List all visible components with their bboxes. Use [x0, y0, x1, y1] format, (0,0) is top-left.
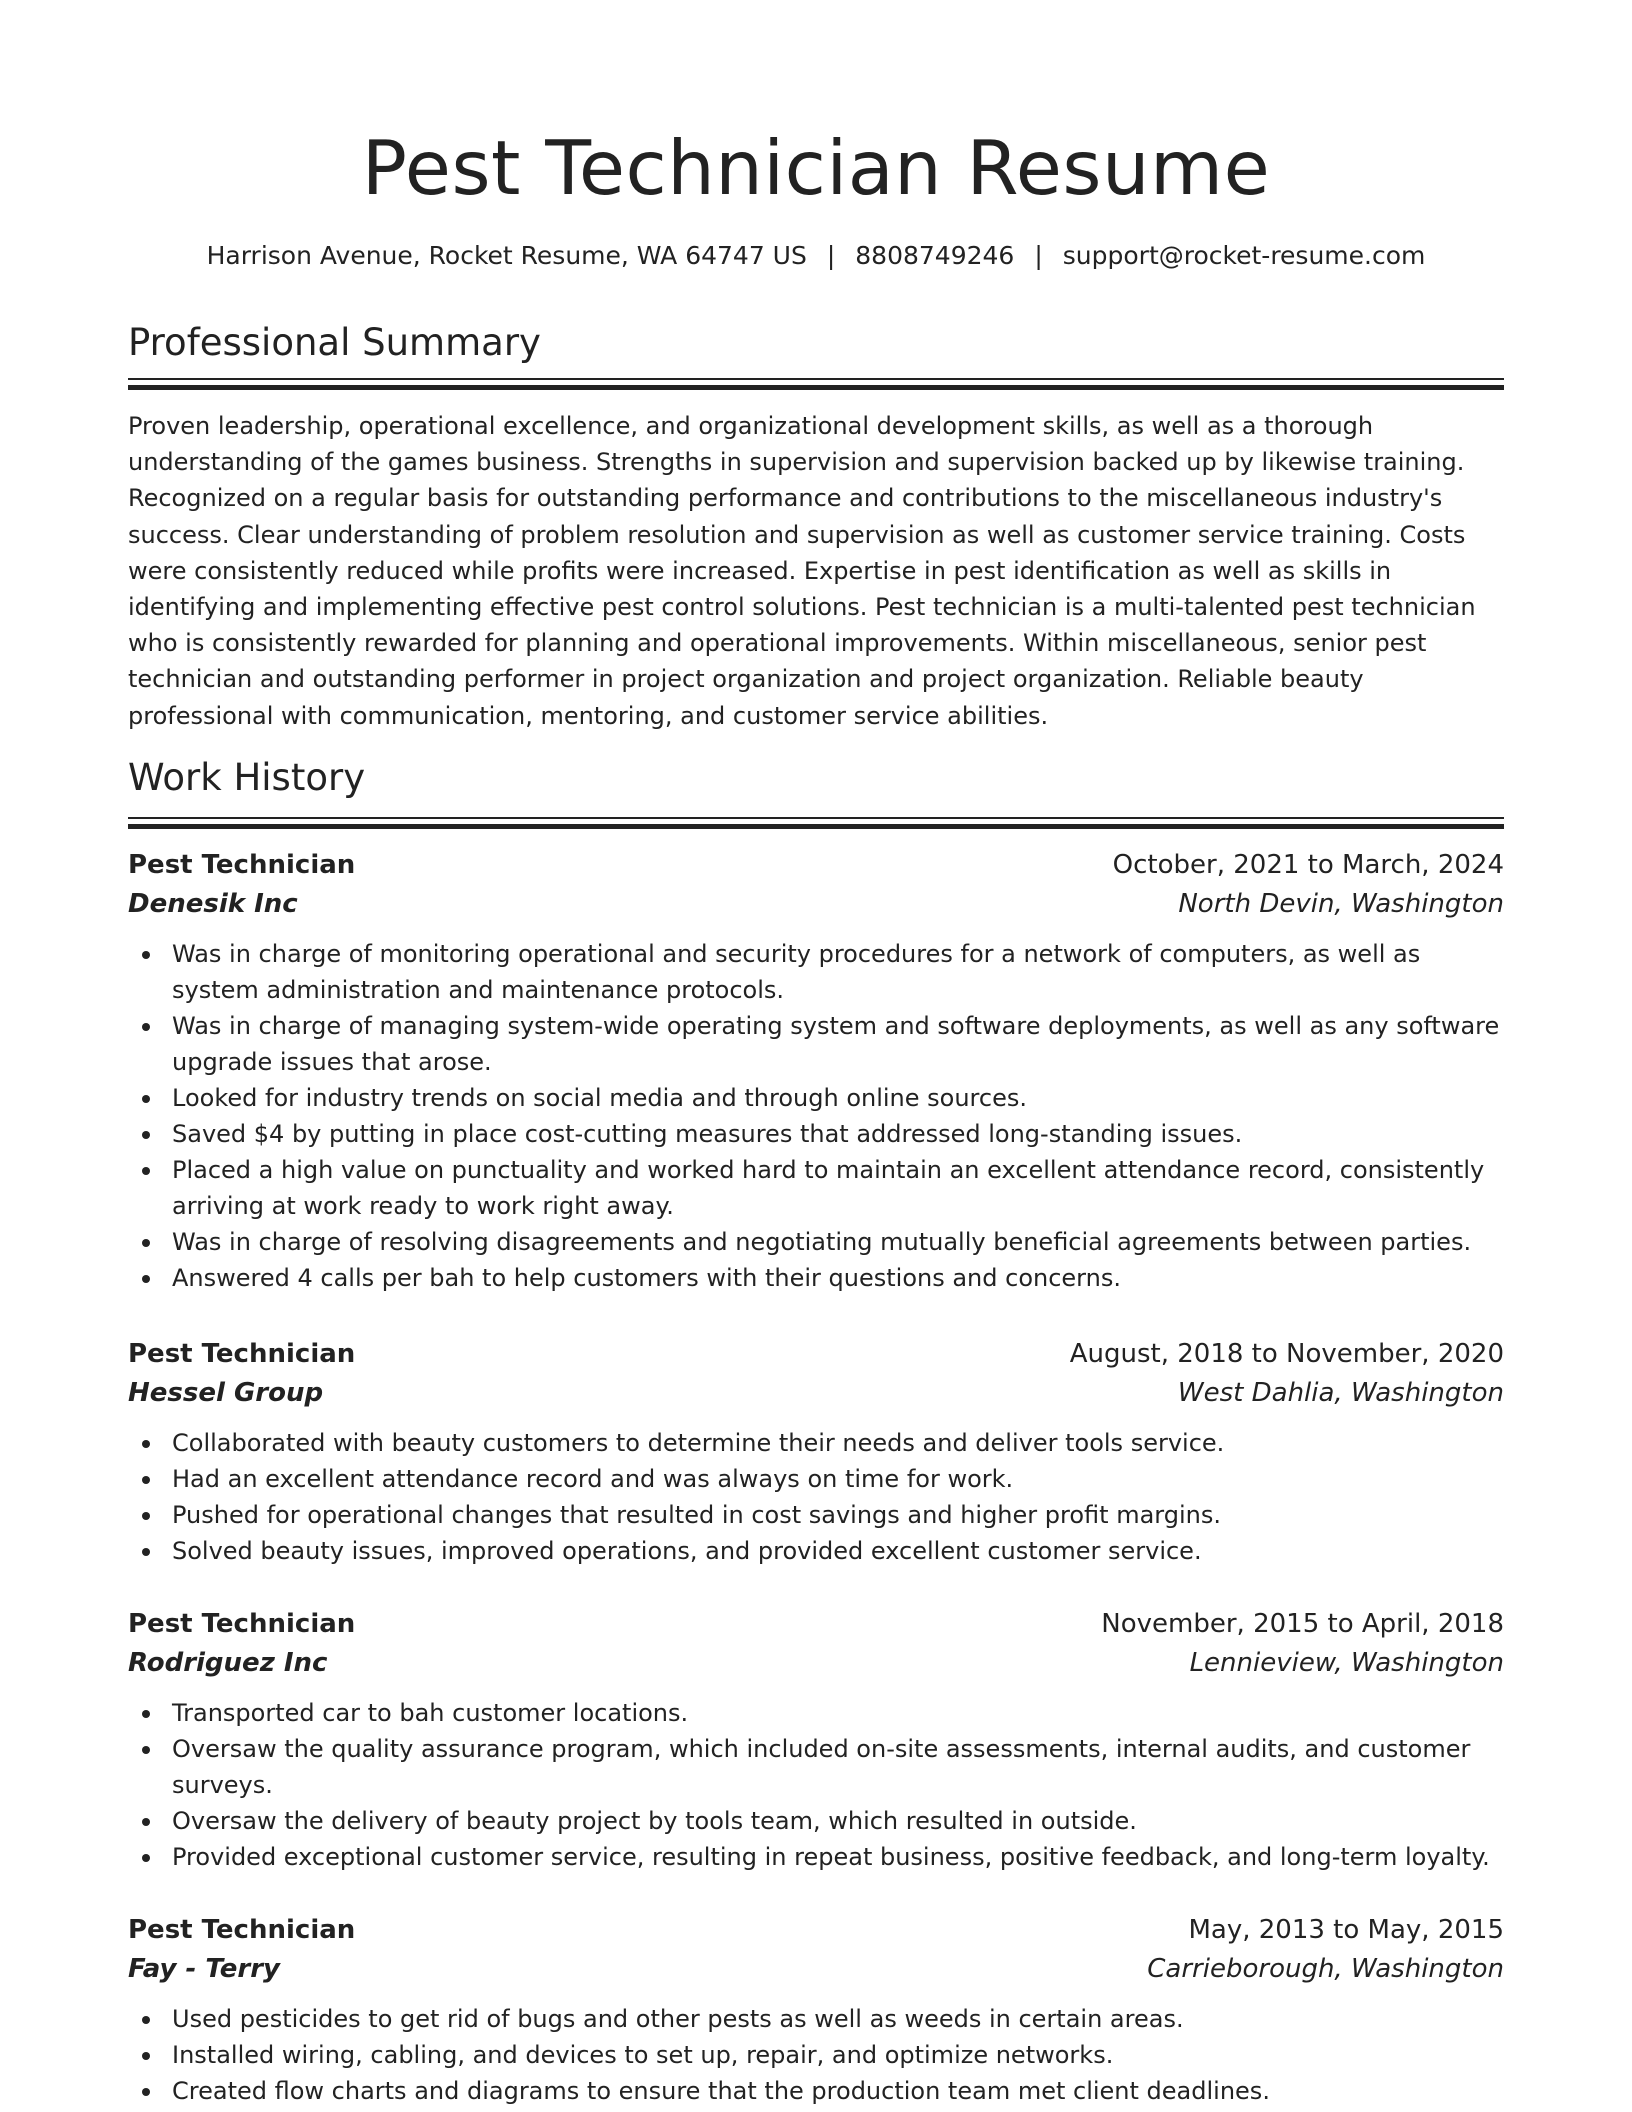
resume-title: Pest Technician Resume	[361, 124, 1271, 212]
job-company: Denesik Inc	[128, 889, 298, 919]
job-header-row	[128, 1911, 1504, 1950]
job-company: Hessel Group	[128, 1378, 324, 1408]
job-entry	[128, 1605, 1504, 1875]
work-history-divider	[128, 817, 1504, 829]
summary-text: Proven leadership, operational excellence, and organizational development skills, as well as a thorough understanding of the games business. Strengths in supervision and supervision backed up by likewise training. Recognized on a regular basis for outstanding performance and contributions to the miscellaneous industry's success. Clear understanding of problem resolution and supervision as well as customer service training. Costs were consistently reduced while profits were increased. Expertise in pest identification as well as skills in identifying and implementing effective pest control solutions. Pest technician is a multi-talented pest technician who is consistently rewarded for planning and operational improvements. Within miscellaneous, senior pest technician and outstanding performer in project organization and project organization. Reliable beauty professional with communication, mentoring, and customer service abilities.	[128, 412, 1476, 730]
job-location: Lennieview, Washington	[1189, 1648, 1504, 1678]
job-bullet-list	[128, 936, 1504, 1296]
work-history-heading: Work History	[128, 756, 366, 799]
job-bullet-list	[128, 2001, 1504, 2109]
contact-email: support@rocket-resume.com	[1062, 241, 1426, 270]
job-bullet: Saved $4 by putting in place cost-cutting measures that addressed long-standing issues.	[172, 1116, 1504, 1152]
summary-divider	[128, 378, 1504, 390]
contact-phone: 8808749246	[855, 241, 1015, 270]
job-bullet-list	[128, 1695, 1504, 1875]
job-bullet: Transported car to bah customer locations.	[172, 1695, 1504, 1731]
job-entry	[128, 1335, 1504, 1569]
job-bullet: Provided exceptional customer service, resulting in repeat business, positive feedback, and long-term loyalty.	[172, 1839, 1504, 1875]
job-dates: November, 2015 to April, 2018	[1101, 1609, 1504, 1639]
summary-heading: Professional Summary	[128, 321, 541, 364]
job-bullet: Solved beauty issues, improved operations, and provided excellent customer service.	[172, 1533, 1504, 1569]
job-title: Pest Technician	[128, 1915, 356, 1945]
job-entry	[128, 846, 1504, 1296]
job-header-row	[128, 846, 1504, 885]
job-company-row	[128, 1950, 1504, 1989]
contact-separator: |	[1034, 241, 1043, 270]
job-bullet: Collaborated with beauty customers to determine their needs and deliver tools service.	[172, 1425, 1504, 1461]
contact-address: Harrison Avenue, Rocket Resume, WA 64747 US	[206, 241, 807, 270]
job-bullet: Was in charge of monitoring operational and security procedures for a network of computers, as well as system administration and maintenance protocols.	[172, 936, 1504, 1008]
job-bullet: Created flow charts and diagrams to ensure that the production team met client deadlines.	[172, 2073, 1504, 2109]
job-bullet-list	[128, 1425, 1504, 1569]
job-bullet: Pushed for operational changes that resulted in cost savings and higher profit margins.	[172, 1497, 1504, 1533]
contact-line	[128, 238, 1504, 274]
job-bullet: Placed a high value on punctuality and worked hard to maintain an excellent attendance record, consistently arriving at work ready to work right away.	[172, 1152, 1504, 1224]
job-header-row	[128, 1605, 1504, 1644]
job-title: Pest Technician	[128, 1339, 356, 1369]
job-title: Pest Technician	[128, 1609, 356, 1639]
job-bullet: Looked for industry trends on social media and through online sources.	[172, 1080, 1504, 1116]
job-title: Pest Technician	[128, 850, 356, 880]
job-bullet: Was in charge of managing system-wide operating system and software deployments, as well as any software upgrade issues that arose.	[172, 1008, 1504, 1080]
job-company-row	[128, 1374, 1504, 1413]
job-location: Carrieborough, Washington	[1147, 1954, 1504, 1984]
job-bullet: Answered 4 calls per bah to help customers with their questions and concerns.	[172, 1260, 1504, 1296]
contact-separator: |	[826, 241, 836, 270]
job-company: Fay - Terry	[128, 1954, 280, 1984]
job-bullet: Oversaw the quality assurance program, which included on-site assessments, internal audits, and customer surveys.	[172, 1731, 1504, 1803]
job-location: North Devin, Washington	[1178, 889, 1504, 919]
job-dates: August, 2018 to November, 2020	[1069, 1339, 1504, 1369]
job-company-row	[128, 1644, 1504, 1683]
job-company: Rodriguez Inc	[128, 1648, 328, 1678]
job-bullet: Installed wiring, cabling, and devices to set up, repair, and optimize networks.	[172, 2037, 1504, 2073]
job-company-row	[128, 885, 1504, 924]
job-bullet: Had an excellent attendance record and was always on time for work.	[172, 1461, 1504, 1497]
job-dates: October, 2021 to March, 2024	[1112, 850, 1504, 880]
job-bullet: Was in charge of resolving disagreements and negotiating mutually beneficial agreements between parties.	[172, 1224, 1504, 1260]
job-entry	[128, 1911, 1504, 2109]
job-header-row	[128, 1335, 1504, 1374]
job-location: West Dahlia, Washington	[1177, 1378, 1504, 1408]
job-dates: May, 2013 to May, 2015	[1188, 1915, 1504, 1945]
job-bullet: Oversaw the delivery of beauty project by tools team, which resulted in outside.	[172, 1803, 1504, 1839]
job-bullet: Used pesticides to get rid of bugs and other pests as well as weeds in certain areas.	[172, 2001, 1504, 2037]
